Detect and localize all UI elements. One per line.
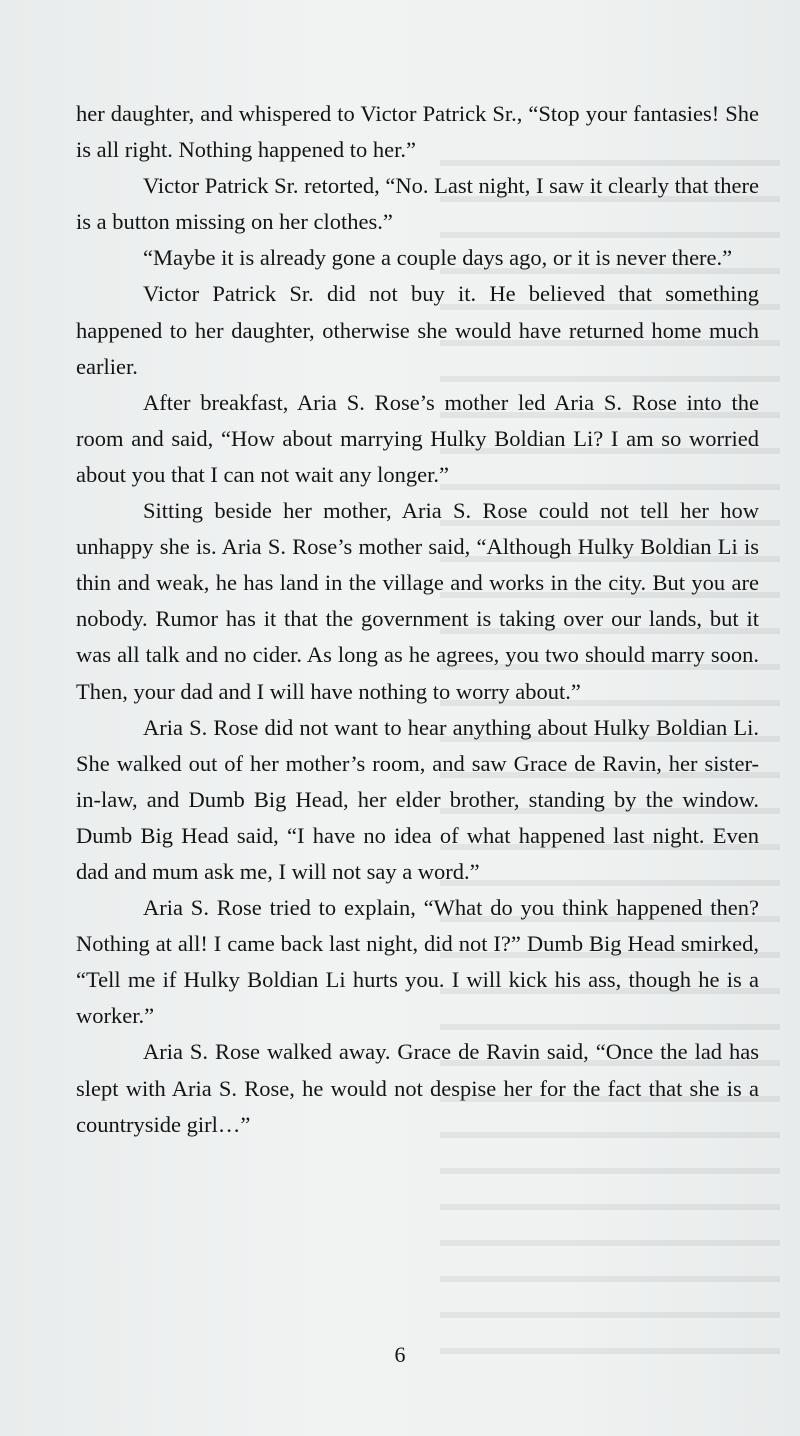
- paragraph: Aria S. Rose did not want to hear anything about Hulky Boldian Li. She walked out of her mother’s room, and saw Grace de Ravin, her sister-in-law, and Dumb Big Head, her elder brother, standing by the window. Dumb Big Head said, “I have no idea of what happened last night. Even dad and mum ask me, I will not say a word.”: [76, 714, 759, 884]
- paragraph: Victor Patrick Sr. retorted, “No. Last night, I saw it clearly that there is a button missing on her clothes.”: [76, 173, 759, 235]
- body-text: [76, 96, 759, 1143]
- paragraph: Victor Patrick Sr. did not buy it. He believed that something happened to her daughter, otherwise she would have returned home much earlier.: [76, 281, 759, 379]
- paragraph: Sitting beside her mother, Aria S. Rose could not tell her how unhappy she is. Aria S. Rose’s mother said, “Although Hulky Boldian Li is thin and weak, he has land in the village and works in the city. But you are nobody. Rumor has it that the government is taking over our lands, but it was all talk and no cider. As long as he agrees, you two should marry soon. Then, your dad and I will have nothing to worry about.”: [76, 498, 759, 704]
- paragraph: Aria S. Rose tried to explain, “What do you think happened then? Nothing at all! I came back last night, did not I?” Dumb Big Head smirked, “Tell me if Hulky Boldian Li hurts you. I will kick his ass, though he is a worker.”: [76, 895, 759, 1029]
- paragraph: “Maybe it is already gone a couple days ago, or it is never there.”: [143, 245, 733, 271]
- paragraph: After breakfast, Aria S. Rose’s mother led Aria S. Rose into the room and said, “How about marrying Hulky Boldian Li? I am so worried about you that I can not wait any longer.”: [76, 389, 759, 487]
- paragraph: her daughter, and whispered to Victor Patrick Sr., “Stop your fantasies! She is all right. Nothing happened to her.”: [76, 101, 759, 163]
- paragraph: Aria S. Rose walked away. Grace de Ravin said, “Once the lad has slept with Aria S. Rose, he would not despise her for the fact that she is a countryside girl…”: [76, 1039, 759, 1137]
- page-number: 6: [394, 1342, 406, 1367]
